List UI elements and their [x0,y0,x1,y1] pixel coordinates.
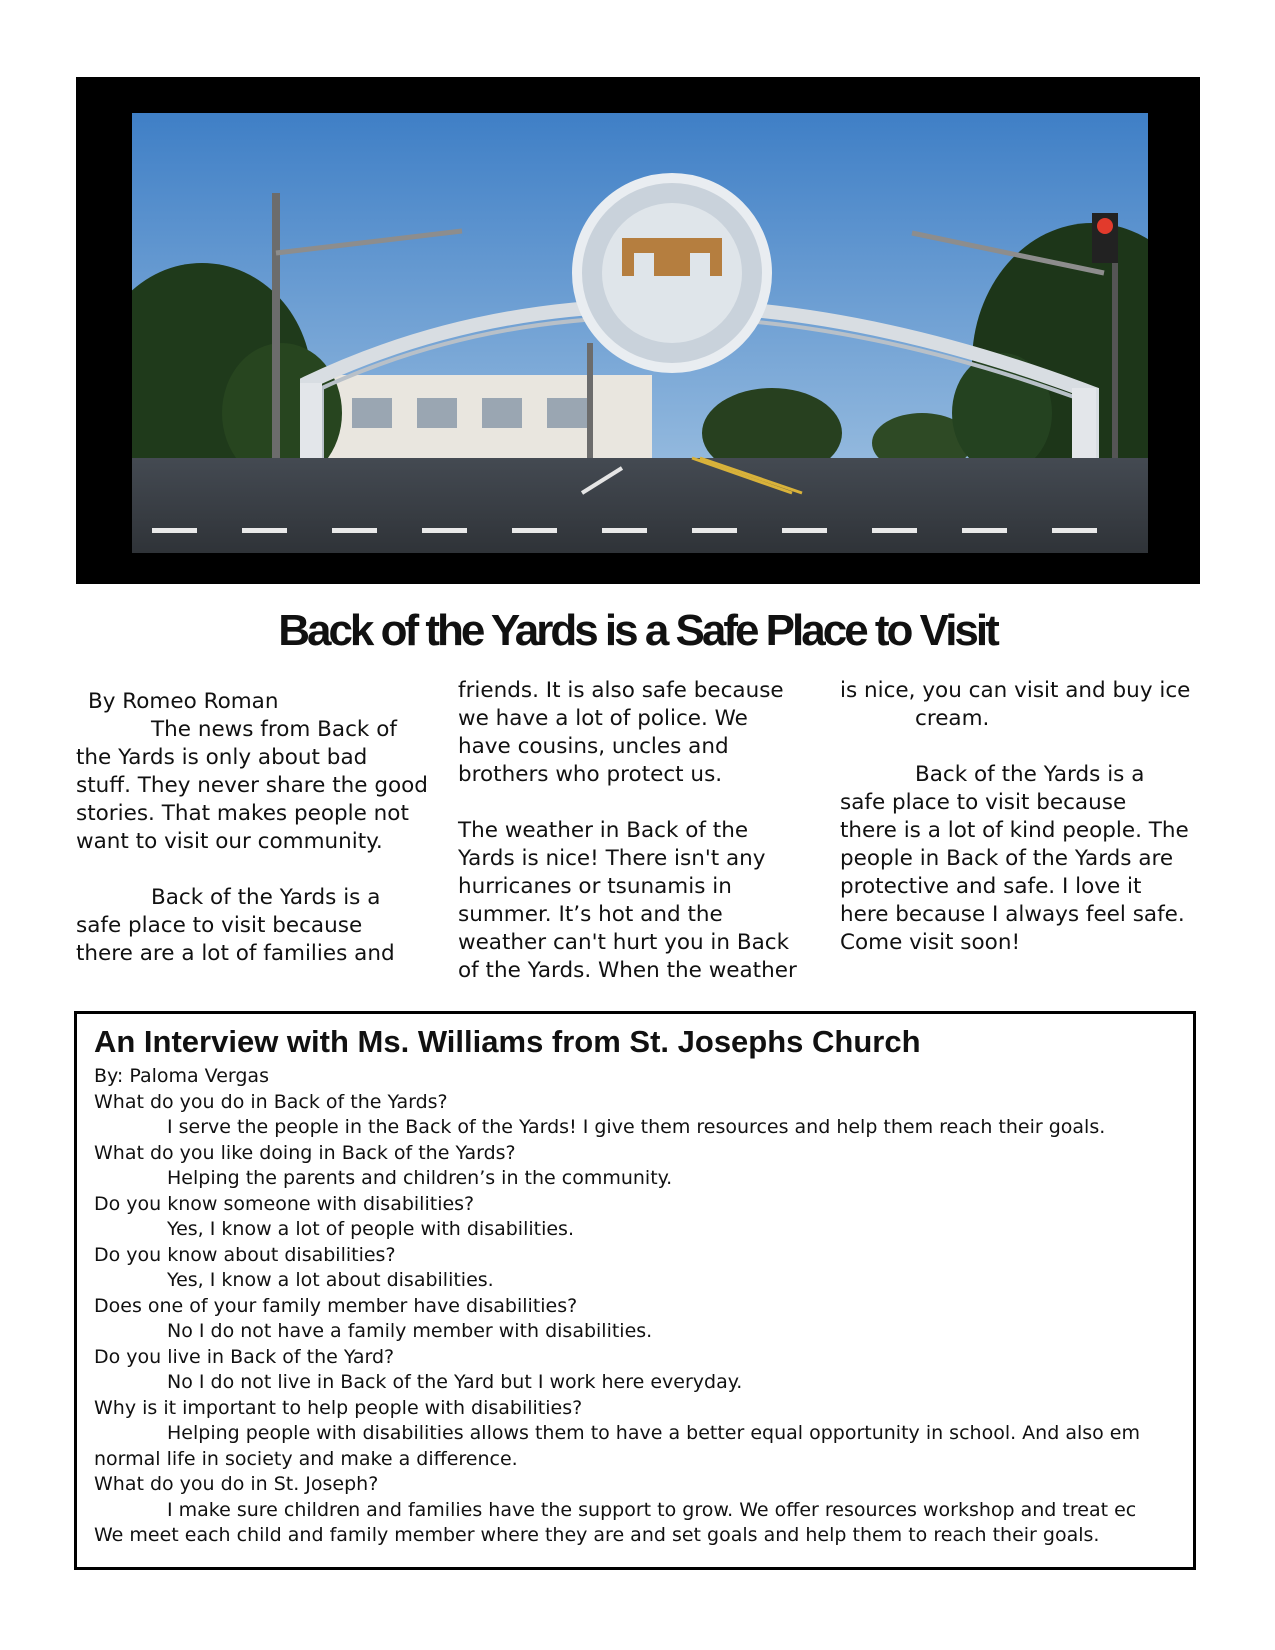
interview-answer-continued: We meet each child and family member where they are and set goals and help them to reach their goals. [94,1524,1100,1546]
article-line: safe place to visit because [76,913,363,938]
article-line: The weather in Back of the [458,818,749,843]
interview-question: What do you do in St. Joseph? [94,1473,379,1495]
article-line: hurricanes or tsunamis in [458,874,732,899]
article-line: Come visit soon! [840,930,1021,955]
interview-question: What do you like doing in Back of the Yards? [94,1141,516,1164]
interview-answer: I make sure children and families have the support to grow. We offer resources workshop and treat ec [167,1498,1137,1521]
interview-question: Do you know about disabilities? [94,1243,396,1266]
article-column-3 [840,677,1210,957]
article-line: safe place to visit because [840,790,1127,815]
article-line: The news from Back of [151,717,397,742]
interview-question: Do you know someone with disabilities? [94,1192,475,1215]
article-line: protective and safe. I love it [840,874,1142,899]
article-line: summer. It’s hot and the [458,902,723,927]
article-line: Back of the Yards is a [151,885,381,910]
article-line: stuff. They never share the good [76,773,428,798]
article-line: friends. It is also safe because [458,678,784,703]
article-line: there is a lot of kind people. The [840,818,1189,843]
article-column-1 [76,688,436,968]
interview-question: Why is it important to help people with disabilities? [94,1396,583,1419]
article-line: want to visit our community. [76,829,383,854]
article-line: Yards is nice! There isn't any [458,846,766,871]
article-line: of the Yards. When the weather [458,958,797,983]
interview-question: Do you live in Back of the Yard? [94,1345,395,1368]
article-line: weather can't hurt you in Back [458,930,790,955]
hero-image-frame [76,77,1200,584]
street-arch-photo-icon [132,113,1148,553]
article-line: is nice, you can visit and buy ice [840,678,1191,703]
article-byline: By Romeo Roman [88,689,279,714]
interview-title: An Interview with Ms. Williams from St. Josephs Church [94,1024,921,1059]
article-line: stories. That makes people not [76,801,409,826]
article-line: the Yards is only about bad [76,745,368,770]
interview-answer: Yes, I know a lot of people with disabilities. [167,1218,574,1240]
interview-answer-continued: normal life in society and make a difference. [94,1447,518,1470]
interview-question: What do you do in Back of the Yards? [94,1090,448,1113]
article-headline: Back of the Yards is a Safe Place to Visit [278,606,997,655]
interview-answer: No I do not live in Back of the Yard but I work here everyday. [167,1371,743,1393]
interview-answer: Helping people with disabilities allows them to have a better equal opportunity in school. And also em [167,1422,1140,1444]
article-line: brothers who protect us. [458,762,723,787]
article-line: have cousins, uncles and [458,734,729,759]
interview-box [74,1011,1196,1570]
article-line: here because I always feel safe. [840,902,1185,927]
article-line: Back of the Yards is a [915,762,1145,787]
article-line: people in Back of the Yards are [840,846,1174,871]
interview-byline: By: Paloma Vergas [94,1065,269,1087]
interview-answer: Helping the parents and children’s in the community. [167,1167,673,1189]
article-line: cream. [915,706,990,731]
interview-answer: No I do not have a family member with disabilities. [167,1320,653,1342]
article-line: there are a lot of families and [76,941,395,966]
interview-answer: Yes, I know a lot about disabilities. [167,1269,494,1291]
interview-answer: I serve the people in the Back of the Yards! I give them resources and help them reach their goals. [167,1116,1106,1138]
hero-photo [132,113,1148,553]
interview-body [94,1064,1184,1549]
article-line: we have a lot of police. We [458,706,748,731]
article-column-2 [458,677,818,985]
interview-question: Does one of your family member have disabilities? [94,1294,578,1317]
